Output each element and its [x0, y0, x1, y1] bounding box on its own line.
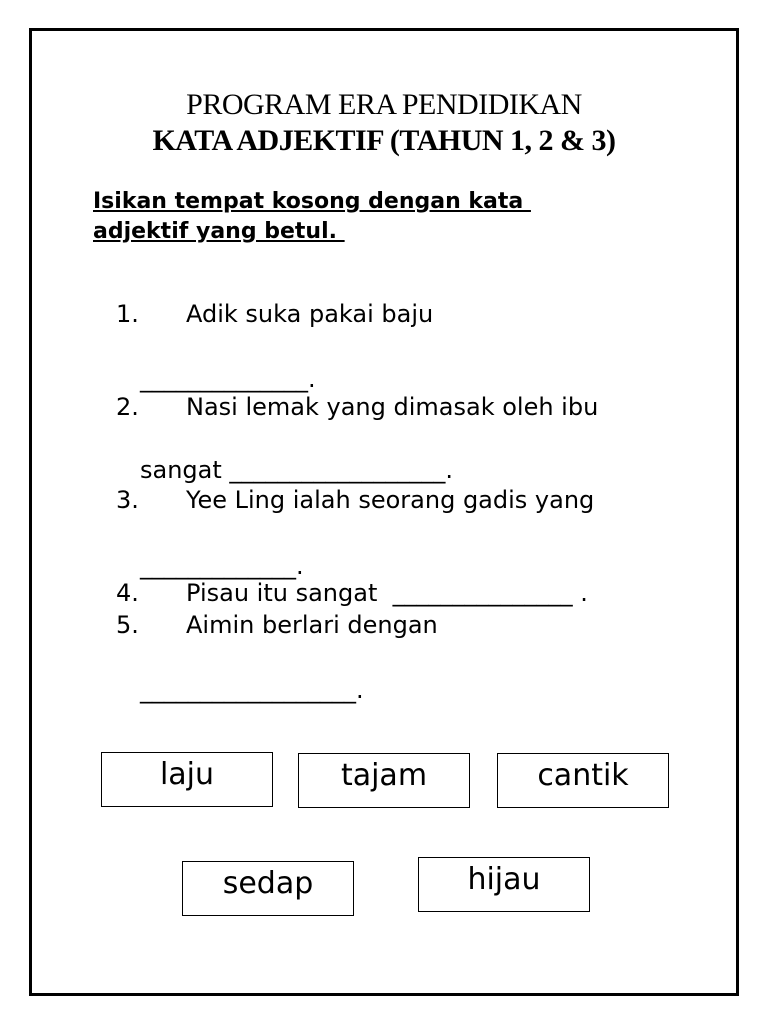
word-option-tajam[interactable]: tajam — [298, 753, 470, 808]
question-4-number: 4. — [116, 579, 139, 607]
question-5-answer-blank[interactable]: __________________. — [140, 676, 364, 704]
question-3-number: 3. — [116, 486, 139, 514]
question-1-number: 1. — [116, 300, 139, 328]
word-option-sedap[interactable]: sedap — [182, 861, 354, 916]
word-option-laju[interactable]: laju — [101, 752, 273, 807]
question-4-text[interactable]: Pisau itu sangat _______________ . — [186, 579, 588, 607]
question-2-number: 2. — [116, 393, 139, 421]
question-1-text: Adik suka pakai baju — [186, 300, 434, 328]
instruction-line-2: adjektif yang betul. — [93, 219, 345, 244]
question-2-text: Nasi lemak yang dimasak oleh ibu — [186, 393, 599, 421]
instruction-line-1: Isikan tempat kosong dengan kata — [93, 189, 531, 214]
word-option-hijau[interactable]: hijau — [418, 857, 590, 912]
question-2-answer-blank[interactable]: sangat __________________. — [140, 456, 454, 484]
topic-title: KATA ADJEKTIF (TAHUN 1, 2 & 3) — [152, 124, 616, 157]
question-1-answer-blank[interactable]: ______________. — [140, 365, 316, 393]
question-3-answer-blank[interactable]: _____________. — [140, 552, 304, 580]
program-title: PROGRAM ERA PENDIDIKAN — [186, 88, 582, 121]
word-option-cantik[interactable]: cantik — [497, 753, 669, 808]
question-3-text: Yee Ling ialah seorang gadis yang — [186, 486, 595, 514]
question-5-text: Aimin berlari dengan — [186, 611, 438, 639]
question-5-number: 5. — [116, 611, 139, 639]
